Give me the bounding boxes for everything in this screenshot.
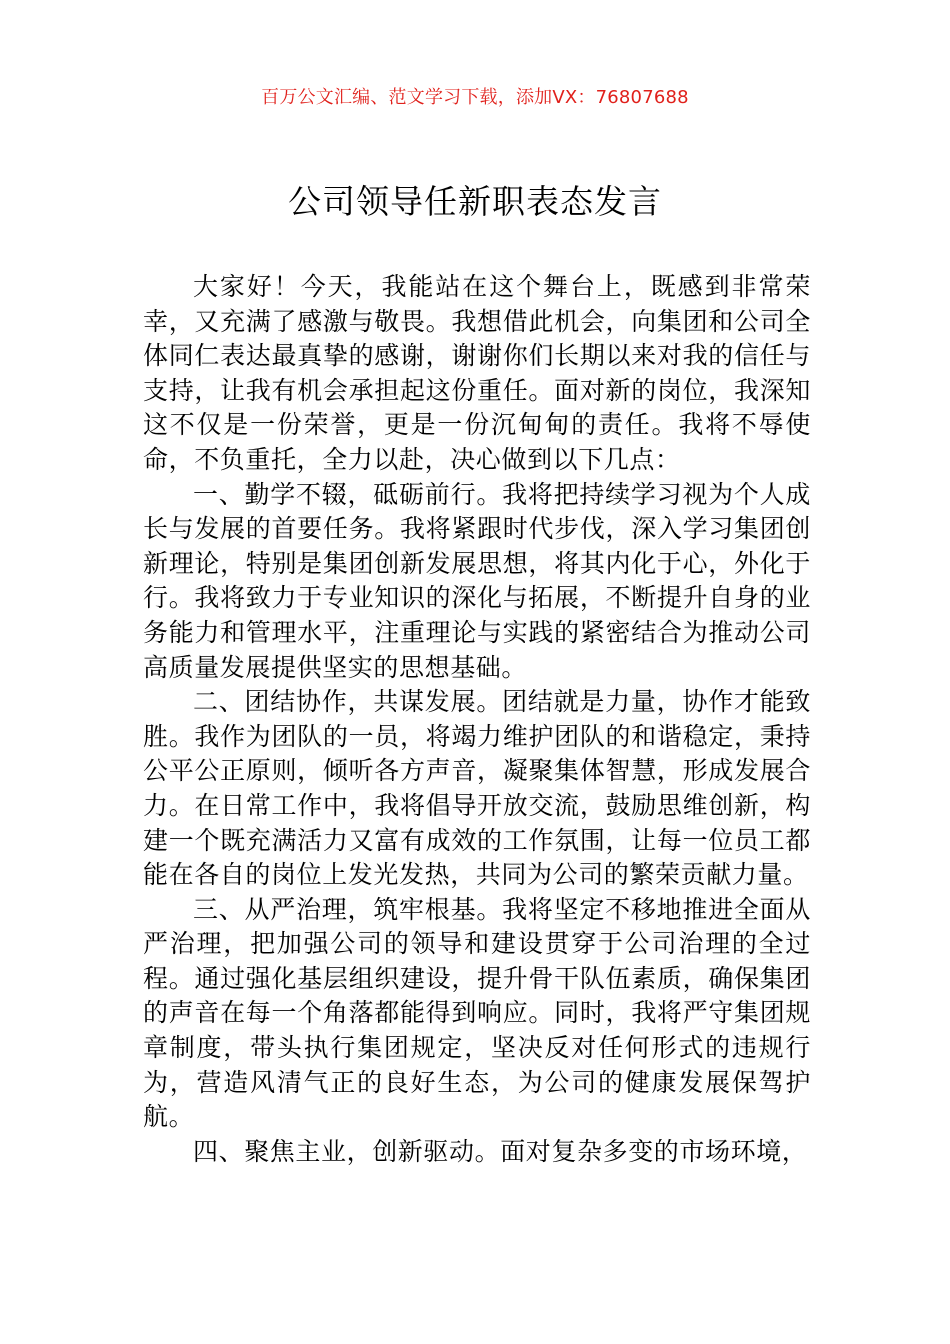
paragraph-greeting: 大家好！今天，我能站在这个舞台上，既感到非常荣幸，又充满了感激与敬畏。我想借此机会，向集团和公司全体同仁表达最真挚的感谢，谢谢你们长期以来对我的信任与支持，让我有机会承担起这份重任。面对新的岗位，我深知这不仅是一份荣誉，更是一份沉甸甸的责任。我将不辱使命，不负重托，全力以赴，决心做到以下几点： [143, 272, 811, 474]
paragraph-point-three: 三、从严治理，筑牢根基。我将坚定不移地推进全面从严治理，把加强公司的领导和建设贯穿于公司治理的全过程。通过强化基层组织建设，提升骨干队伍素质，确保集团的声音在每一个角落都能得到响应。同时，我将严守集团规章制度，带头执行集团规定，坚决反对任何形式的违规行为，营造风清气正的良好生态，为公司的健康发展保驾护航。 [143, 894, 811, 1132]
paragraph-point-one: 一、勤学不辍，砥砺前行。我将把持续学习视为个人成长与发展的首要任务。我将紧跟时代步伐，深入学习集团创新理论，特别是集团创新发展思想，将其内化于心，外化于行。我将致力于专业知识的深化与拓展，不断提升自身的业务能力和管理水平，注重理论与实践的紧密结合为推动公司高质量发展提供坚实的思想基础。 [143, 479, 811, 682]
document-title: 公司领导任新职表态发言 [288, 182, 662, 221]
document-body [143, 270, 811, 1169]
paragraph-point-two: 二、团结协作，共谋发展。团结就是力量，协作才能致胜。我作为团队的一员，将竭力维护团队的和谐稳定，秉持公平公正原则，倾听各方声音，凝聚集体智慧，形成发展合力。在日常工作中，我将倡导开放交流，鼓励思维创新，构建一个既充满活力又富有成效的工作氛围，让每一位员工都能在各自的岗位上发光发热，共同为公司的繁荣贡献力量。 [143, 687, 811, 890]
promo-banner: 百万公文汇编、范文学习下载，添加VX：76807688 [261, 87, 689, 108]
paragraph-point-four: 四、聚焦主业，创新驱动。面对复杂多变的市场环境， [193, 1136, 808, 1166]
